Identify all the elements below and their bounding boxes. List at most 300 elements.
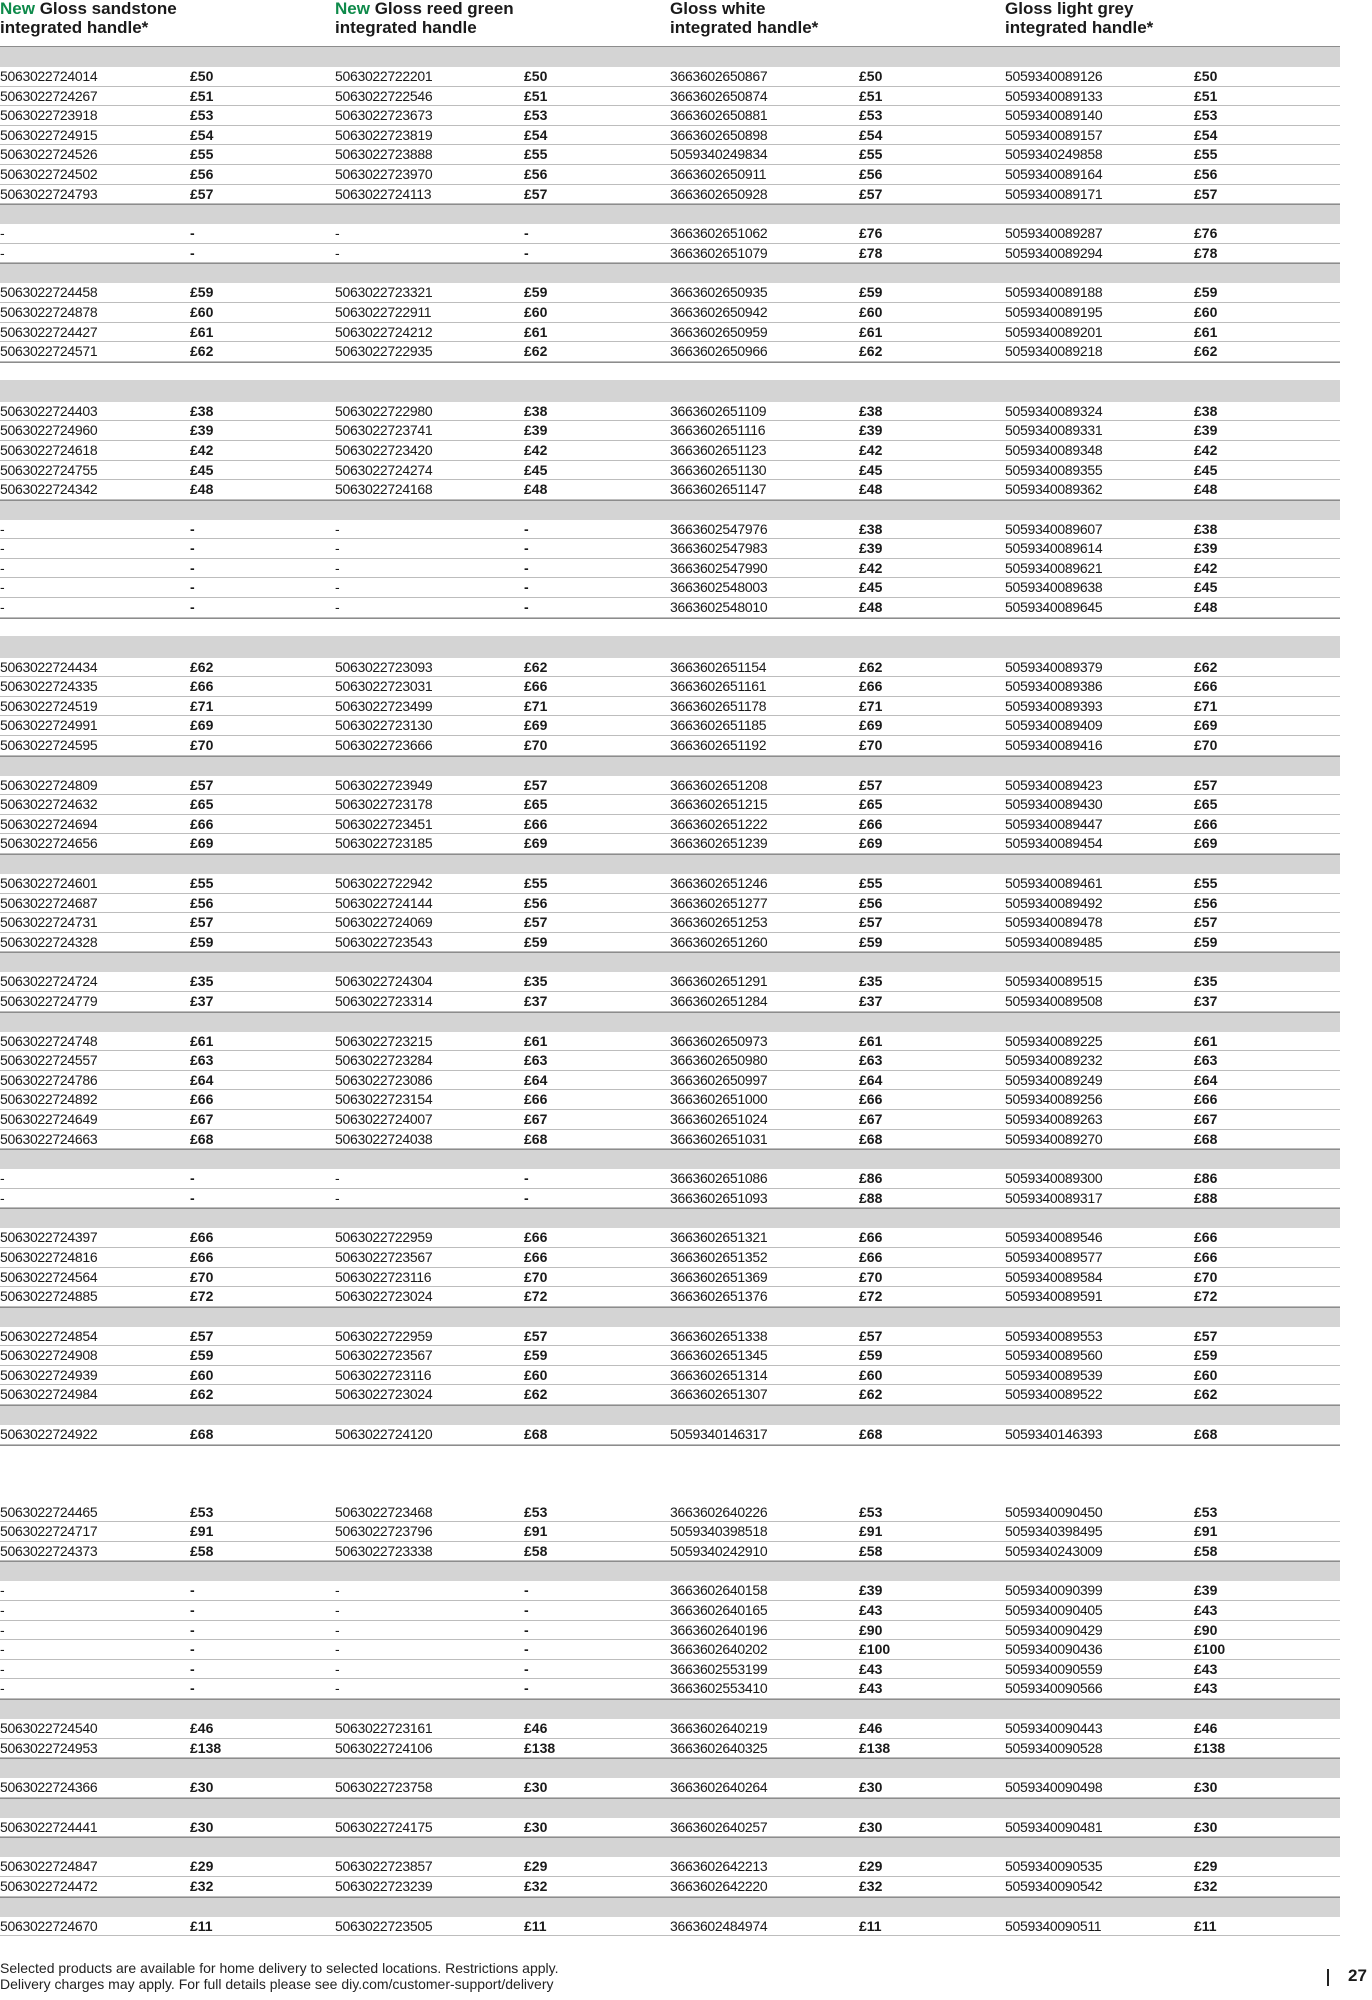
light-grey-price: £48: [1194, 481, 1218, 498]
light-grey-ean: 5059340090481: [1005, 1818, 1103, 1835]
light-grey-price: £57: [1194, 1327, 1218, 1344]
sandstone-price: £65: [190, 796, 214, 813]
reed-green-ean: 5063022724069: [335, 914, 433, 931]
white-ean: 3663602651123: [670, 441, 767, 458]
light-grey-price: £29: [1194, 1858, 1218, 1875]
sandstone-price: £62: [190, 343, 214, 360]
sandstone-price: £67: [190, 1110, 214, 1127]
reed-green-ean: -: [335, 579, 340, 596]
sandstone-price: £70: [190, 737, 214, 754]
reed-green-ean: 5063022723116: [335, 1366, 432, 1383]
reed-green-ean: 5063022724168: [335, 481, 433, 498]
light-grey-ean: 5059340089621: [1005, 559, 1103, 576]
sandstone-ean: 5063022724441: [0, 1818, 98, 1835]
sandstone-price: £72: [190, 1288, 214, 1305]
white-ean: 5059340398518: [670, 1523, 768, 1540]
table-row: [0, 165, 1340, 185]
reed-green-price: £50: [524, 68, 548, 84]
sandstone-ean: 5063022724502: [0, 165, 98, 182]
white-ean: 5059340146317: [670, 1426, 768, 1443]
column-title: Gloss white: [670, 0, 766, 18]
table-row: [0, 795, 1340, 815]
white-ean: 3663602651291: [670, 973, 768, 990]
sandstone-ean: 5063022724984: [0, 1386, 98, 1403]
light-grey-price: £57: [1194, 914, 1218, 931]
light-grey-price: £60: [1194, 1366, 1218, 1383]
sandstone-price: £66: [190, 1091, 214, 1108]
white-price: £29: [859, 1858, 883, 1875]
white-ean: 3663602651024: [670, 1110, 768, 1127]
table-row: [0, 421, 1340, 441]
sandstone-ean: 5063022724335: [0, 678, 98, 695]
reed-green-ean: 5063022723857: [335, 1858, 433, 1875]
reed-green-price: £56: [524, 165, 548, 182]
reed-green-price: -: [524, 1189, 529, 1206]
light-grey-price: £39: [1194, 540, 1218, 557]
reed-green-price: £39: [524, 422, 548, 439]
white-price: £32: [859, 1877, 883, 1894]
light-grey-price: £42: [1194, 559, 1218, 576]
sandstone-price: £62: [190, 658, 214, 675]
reed-green-ean: -: [335, 244, 340, 261]
sandstone-ean: 5063022724854: [0, 1327, 98, 1344]
light-grey-price: £39: [1194, 422, 1218, 439]
sandstone-ean: 5063022724403: [0, 402, 98, 419]
light-grey-price: £56: [1194, 894, 1218, 911]
page-separator: [1327, 1969, 1329, 1986]
white-price: £61: [859, 1032, 883, 1049]
sandstone-price: £55: [190, 875, 214, 891]
reed-green-price: £138: [524, 1739, 556, 1756]
reed-green-ean: 5063022723116: [335, 1268, 432, 1285]
sandstone-ean: 5063022723918: [0, 107, 98, 124]
light-grey-ean: 5059340089447: [1005, 815, 1103, 832]
section-divider: [0, 1405, 1340, 1425]
light-grey-ean: 5059340089454: [1005, 835, 1103, 852]
white-price: £53: [859, 107, 883, 124]
reed-green-price: £57: [524, 914, 548, 931]
reed-green-price: £62: [524, 658, 548, 675]
white-ean: 3663602650966: [670, 343, 768, 360]
table-row: [0, 1877, 1340, 1897]
light-grey-ean: 5059340089256: [1005, 1091, 1103, 1108]
reed-green-price: £70: [524, 737, 548, 754]
reed-green-ean: 5063022723567: [335, 1248, 433, 1265]
sandstone-price: £57: [190, 776, 214, 793]
table-row: [0, 1739, 1340, 1759]
white-price: £64: [859, 1071, 883, 1088]
white-price: £65: [859, 796, 883, 813]
reed-green-price: £66: [524, 1248, 548, 1265]
white-price: £55: [859, 875, 883, 891]
sandstone-ean: 5063022724618: [0, 441, 98, 458]
light-grey-price: £57: [1194, 776, 1218, 793]
light-grey-ean: 5059340089195: [1005, 303, 1103, 320]
reed-green-ean: -: [335, 559, 340, 576]
white-ean: 3663602651062: [670, 225, 768, 242]
light-grey-ean: 5059340089294: [1005, 244, 1103, 261]
white-ean: 3663602650942: [670, 303, 768, 320]
white-ean: 3663602650959: [670, 323, 768, 340]
white-ean: 3663602651178: [670, 697, 767, 714]
white-ean: 3663602640257: [670, 1818, 768, 1835]
column-headers: [0, 0, 1340, 46]
light-grey-price: £70: [1194, 1268, 1218, 1285]
white-ean: 3663602651185: [670, 717, 767, 734]
sandstone-price: £45: [190, 461, 214, 478]
white-price: £42: [859, 441, 883, 458]
table-row: [0, 1425, 1340, 1445]
light-grey-price: £86: [1194, 1170, 1218, 1187]
sandstone-price: £68: [190, 1426, 214, 1443]
reed-green-price: £71: [524, 697, 548, 714]
light-grey-ean: 5059340090535: [1005, 1858, 1103, 1875]
sandstone-price: £55: [190, 146, 214, 163]
white-price: £48: [859, 599, 883, 616]
white-ean: 3663602651154: [670, 658, 767, 675]
light-grey-price: £42: [1194, 441, 1218, 458]
column-subtitle: integrated handle*: [670, 18, 819, 37]
light-grey-price: £69: [1194, 717, 1218, 734]
white-price: £38: [859, 402, 883, 419]
light-grey-price: £45: [1194, 579, 1218, 596]
reed-green-ean: 5063022723673: [335, 107, 433, 124]
sandstone-ean: 5063022724670: [0, 1917, 98, 1934]
reed-green-ean: 5063022724274: [335, 461, 433, 478]
reed-green-price: -: [524, 520, 529, 537]
sandstone-price: £56: [190, 894, 214, 911]
white-ean: 3663602651208: [670, 776, 768, 793]
reed-green-ean: 5063022724144: [335, 894, 433, 911]
light-grey-ean: 5059340089270: [1005, 1130, 1103, 1147]
sandstone-price: £69: [190, 717, 214, 734]
light-grey-price: £71: [1194, 697, 1218, 714]
white-ean: 3663602640226: [670, 1503, 768, 1520]
white-price: £70: [859, 1268, 883, 1285]
reed-green-price: £48: [524, 481, 548, 498]
white-price: £62: [859, 1386, 883, 1403]
table-row: [0, 1621, 1340, 1641]
table-row: [0, 1169, 1340, 1189]
light-grey-price: £66: [1194, 1248, 1218, 1265]
sandstone-ean: 5063022724595: [0, 737, 98, 754]
reed-green-price: -: [524, 559, 529, 576]
white-ean: 3663602650935: [670, 284, 768, 301]
reed-green-price: £66: [524, 1229, 548, 1246]
sandstone-ean: 5063022724656: [0, 835, 98, 852]
white-ean: 3663602650997: [670, 1071, 768, 1088]
reed-green-ean: -: [335, 225, 340, 242]
sandstone-price: £66: [190, 815, 214, 832]
light-grey-price: £100: [1194, 1641, 1226, 1658]
light-grey-ean: 5059340089249: [1005, 1071, 1103, 1088]
white-price: £56: [859, 894, 883, 911]
sandstone-price: £54: [190, 126, 214, 143]
white-price: £37: [859, 992, 883, 1009]
table-row: [0, 1581, 1340, 1601]
reed-green-ean: 5063022722935: [335, 343, 433, 360]
light-grey-ean: 5059340090566: [1005, 1680, 1103, 1697]
white-price: £56: [859, 165, 883, 182]
white-ean: 3663602650973: [670, 1032, 768, 1049]
reed-green-ean: 5063022724106: [335, 1739, 433, 1756]
column-title: Gloss sandstone: [39, 0, 177, 18]
reed-green-price: £35: [524, 973, 548, 990]
table-row: [0, 224, 1340, 244]
white-ean: 3663602651116: [670, 422, 766, 439]
reed-green-ean: 5063022723284: [335, 1052, 433, 1069]
white-price: £57: [859, 776, 883, 793]
light-grey-price: £43: [1194, 1602, 1218, 1619]
reed-green-ean: 5063022723024: [335, 1386, 433, 1403]
table-row: [0, 1917, 1340, 1937]
reed-green-price: £45: [524, 461, 548, 478]
light-grey-price: £57: [1194, 185, 1218, 202]
white-price: £58: [859, 1542, 883, 1559]
white-ean: 3663602547983: [670, 540, 768, 557]
white-ean: 3663602651345: [670, 1347, 768, 1364]
white-ean: 3663602651147: [670, 481, 767, 498]
light-grey-ean: 5059340089607: [1005, 520, 1103, 537]
white-ean: 3663602651260: [670, 933, 768, 950]
table-row: [0, 1130, 1340, 1150]
column-header-3: [670, 0, 818, 37]
sandstone-ean: -: [0, 1602, 5, 1619]
sandstone-price: £56: [190, 165, 214, 182]
table-row: [0, 894, 1340, 914]
white-price: £66: [859, 1248, 883, 1265]
reed-green-price: £69: [524, 835, 548, 852]
light-grey-price: £61: [1194, 1032, 1218, 1049]
light-grey-ean: 5059340089126: [1005, 68, 1103, 84]
light-grey-price: £61: [1194, 323, 1218, 340]
table-row: [0, 480, 1340, 500]
sandstone-ean: -: [0, 244, 5, 261]
light-grey-price: £54: [1194, 126, 1218, 143]
reed-green-price: -: [524, 540, 529, 557]
white-price: £67: [859, 1110, 883, 1127]
light-grey-price: £66: [1194, 815, 1218, 832]
sandstone-ean: 5063022724892: [0, 1091, 98, 1108]
white-ean: 3663602650898: [670, 126, 768, 143]
white-ean: 3663602547976: [670, 520, 768, 537]
sandstone-ean: 5063022724366: [0, 1779, 98, 1796]
reed-green-ean: 5063022723451: [335, 815, 433, 832]
sandstone-price: £64: [190, 1071, 214, 1088]
light-grey-ean: 5059340089157: [1005, 126, 1103, 143]
reed-green-price: -: [524, 1660, 529, 1677]
light-grey-price: £62: [1194, 658, 1218, 675]
reed-green-ean: 5063022723666: [335, 737, 433, 754]
white-ean: 5059340249834: [670, 146, 768, 163]
table-row: [0, 992, 1340, 1012]
white-price: £66: [859, 1229, 883, 1246]
table-row: [0, 323, 1340, 343]
table-row: [0, 1327, 1340, 1347]
sandstone-price: £35: [190, 973, 214, 990]
sandstone-ean: 5063022724328: [0, 933, 98, 950]
white-price: £11: [859, 1917, 882, 1934]
light-grey-ean: 5059340089522: [1005, 1386, 1103, 1403]
white-ean: 3663602640325: [670, 1739, 768, 1756]
white-price: £46: [859, 1720, 883, 1736]
table-row: [0, 1857, 1340, 1877]
sandstone-ean: 5063022724694: [0, 815, 98, 832]
light-grey-ean: 5059340089225: [1005, 1032, 1103, 1049]
light-grey-ean: 5059340089218: [1005, 343, 1103, 360]
column-title: Gloss light grey: [1005, 0, 1134, 18]
column-header-2: [335, 0, 514, 37]
reed-green-price: £30: [524, 1779, 548, 1796]
table-row: [0, 1778, 1340, 1798]
white-price: £43: [859, 1602, 883, 1619]
table-row: [0, 1268, 1340, 1288]
sandstone-ean: -: [0, 225, 5, 242]
white-price: £88: [859, 1189, 883, 1206]
white-price: £68: [859, 1426, 883, 1443]
white-ean: 3663602651253: [670, 914, 768, 931]
section-divider: [0, 1798, 1340, 1818]
footer-line-2: Delivery charges may apply. For full details please see diy.com/customer-support/delivery: [0, 1976, 554, 1992]
reed-green-ean: 5063022722201: [335, 68, 433, 84]
white-ean: 3663602651215: [670, 796, 768, 813]
reed-green-ean: 5063022722959: [335, 1229, 433, 1246]
sandstone-ean: 5063022724731: [0, 914, 98, 931]
white-ean: 3663602651277: [670, 894, 768, 911]
table-row: [0, 106, 1340, 126]
reed-green-ean: 5063022723314: [335, 992, 433, 1009]
table-row: [0, 67, 1340, 87]
light-grey-ean: 5059340146393: [1005, 1426, 1103, 1443]
light-grey-ean: 5059340090405: [1005, 1602, 1103, 1619]
light-grey-price: £11: [1194, 1917, 1217, 1934]
light-grey-ean: 5059340089591: [1005, 1288, 1103, 1305]
sandstone-ean: 5063022724557: [0, 1052, 98, 1069]
table-row: [0, 1071, 1340, 1091]
white-ean: 3663602651130: [670, 461, 767, 478]
light-grey-price: £51: [1194, 87, 1218, 104]
page-number: 27: [1348, 1966, 1367, 1985]
sandstone-price: -: [190, 244, 195, 261]
white-ean: 3663602548010: [670, 599, 768, 616]
reed-green-ean: 5063022723819: [335, 126, 433, 143]
sandstone-ean: 5063022724519: [0, 697, 98, 714]
white-price: £57: [859, 185, 883, 202]
table-row: [0, 1287, 1340, 1307]
white-price: £69: [859, 717, 883, 734]
column-header-1: [0, 0, 177, 37]
reed-green-price: £54: [524, 126, 548, 143]
sandstone-ean: 5063022724571: [0, 343, 98, 360]
reed-green-ean: 5063022723024: [335, 1288, 433, 1305]
reed-green-ean: 5063022723031: [335, 678, 433, 695]
white-ean: 3663602651031: [670, 1130, 768, 1147]
sandstone-ean: 5063022724878: [0, 303, 98, 320]
sandstone-ean: 5063022724540: [0, 1720, 98, 1736]
light-grey-ean: 5059340089232: [1005, 1052, 1103, 1069]
light-grey-ean: 5059340089355: [1005, 461, 1103, 478]
sandstone-price: £60: [190, 303, 214, 320]
section-divider: [0, 854, 1340, 874]
reed-green-price: -: [524, 1680, 529, 1697]
sandstone-ean: 5063022724991: [0, 717, 98, 734]
white-price: £30: [859, 1779, 883, 1796]
section-divider: [0, 618, 1340, 658]
light-grey-price: £35: [1194, 973, 1218, 990]
light-grey-price: £65: [1194, 796, 1218, 813]
light-grey-price: £46: [1194, 1720, 1218, 1736]
white-price: £53: [859, 1503, 883, 1520]
white-price: £43: [859, 1660, 883, 1677]
reed-green-price: £57: [524, 1327, 548, 1344]
reed-green-price: £62: [524, 343, 548, 360]
table-row: [0, 1090, 1340, 1110]
reed-green-ean: 5063022723154: [335, 1091, 433, 1108]
sandstone-price: -: [190, 1641, 195, 1658]
table-row: [0, 145, 1340, 165]
reed-green-price: -: [524, 244, 529, 261]
light-grey-ean: 5059340089300: [1005, 1170, 1103, 1187]
reed-green-ean: 5063022723215: [335, 1032, 433, 1049]
light-grey-ean: 5059340089133: [1005, 87, 1103, 104]
light-grey-price: £53: [1194, 1503, 1218, 1520]
sandstone-price: £53: [190, 107, 214, 124]
sandstone-ean: 5063022724816: [0, 1248, 98, 1265]
sandstone-price: £57: [190, 185, 214, 202]
white-price: £57: [859, 914, 883, 931]
light-grey-price: £62: [1194, 1386, 1218, 1403]
reed-green-price: £60: [524, 303, 548, 320]
sandstone-price: -: [190, 520, 195, 537]
white-price: £90: [859, 1621, 883, 1638]
white-ean: 3663602651192: [670, 737, 767, 754]
table-row: [0, 87, 1340, 107]
sandstone-ean: 5063022724427: [0, 323, 98, 340]
reed-green-price: £59: [524, 284, 548, 301]
light-grey-price: £66: [1194, 1091, 1218, 1108]
table-row: [0, 441, 1340, 461]
light-grey-price: £66: [1194, 678, 1218, 695]
white-price: £38: [859, 520, 883, 537]
reed-green-ean: 5063022723086: [335, 1071, 433, 1088]
reed-green-price: £68: [524, 1426, 548, 1443]
white-price: £62: [859, 343, 883, 360]
reed-green-price: £91: [524, 1523, 548, 1540]
reed-green-ean: -: [335, 540, 340, 557]
reed-green-ean: -: [335, 1170, 340, 1187]
reed-green-price: -: [524, 579, 529, 596]
sandstone-ean: 5063022724601: [0, 875, 98, 891]
white-price: £69: [859, 835, 883, 852]
white-ean: 3663602651321: [670, 1229, 768, 1246]
column-header-4: [1005, 0, 1153, 37]
sandstone-price: £70: [190, 1268, 214, 1285]
reed-green-ean: 5063022724212: [335, 323, 433, 340]
section-divider: [0, 263, 1340, 283]
white-price: £45: [859, 461, 883, 478]
light-grey-price: £78: [1194, 244, 1218, 261]
sandstone-ean: 5063022724793: [0, 185, 98, 202]
reed-green-price: £63: [524, 1052, 548, 1069]
sandstone-price: £42: [190, 441, 214, 458]
table-row: [0, 578, 1340, 598]
sandstone-ean: -: [0, 520, 5, 537]
reed-green-ean: 5063022722911: [335, 303, 432, 320]
sandstone-ean: 5063022724755: [0, 461, 98, 478]
white-price: £63: [859, 1052, 883, 1069]
white-ean: 3663602642213: [670, 1858, 768, 1875]
sandstone-ean: 5063022724724: [0, 973, 98, 990]
